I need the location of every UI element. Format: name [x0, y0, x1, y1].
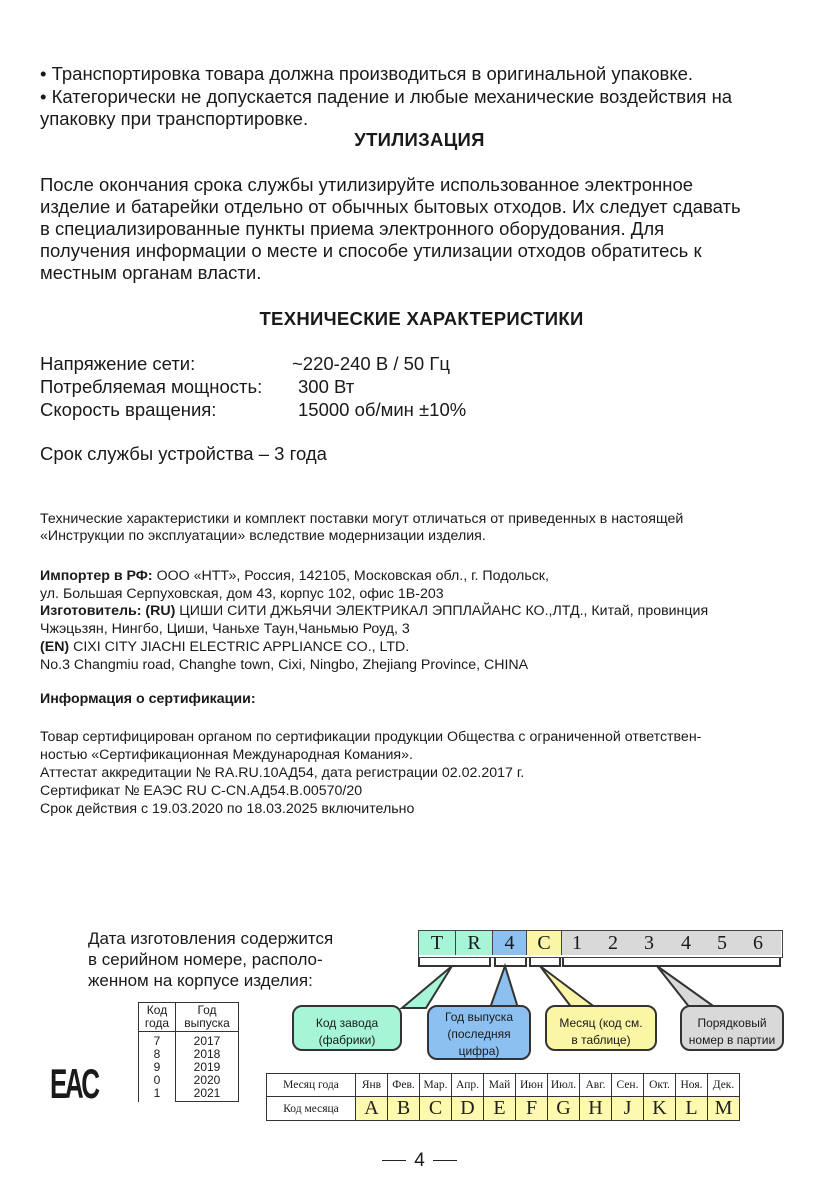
pointer-month	[540, 966, 596, 1008]
page-number-rule	[382, 1160, 406, 1161]
code-row-label: Код месяца	[267, 1097, 356, 1121]
spec-value-power: 300 Вт	[298, 376, 355, 397]
month-name: Окт.	[644, 1074, 676, 1097]
importer-text: ООО «НТТ», Россия, 142105, Московская обл., г. Подольск,	[152, 568, 549, 584]
serial-char: 2	[608, 932, 618, 954]
callout-line: в таблице)	[571, 1033, 631, 1047]
manufacturer-en-tag: (EN)	[40, 639, 70, 655]
spec-value-voltage: ~220-240 В / 50 Гц	[292, 353, 450, 374]
importer-line-2: ул. Большая Серпуховская, дом 43, корпус 102, офис 1В-203	[40, 586, 444, 602]
table-row	[267, 1097, 740, 1121]
callout-line: (фабрики)	[318, 1033, 376, 1047]
manufacturer-en-text: CIXI CITY JIACHI ELECTRIC APPLIANCE CO., LTD.	[69, 639, 410, 655]
year-code-column	[139, 1032, 176, 1102]
disposal-line: После окончания срока службы утилизируйте использованное электронное	[40, 174, 694, 195]
certification-line: Аттестат аккредитации № RA.RU.10АД54, дата регистрации 02.02.2017 г.	[40, 765, 525, 781]
table-row	[139, 1032, 239, 1102]
year-code: 1	[153, 1086, 161, 1101]
transport-line-2: • Категорически не допускается падение и любые механические воздействия на	[40, 86, 733, 107]
header-line: Код	[146, 1003, 168, 1017]
serial-char: R	[456, 931, 493, 955]
callout-factory-code	[292, 1005, 402, 1051]
month-name: Мар.	[420, 1074, 452, 1097]
callout-line: Порядковый	[697, 1016, 767, 1030]
table-row	[139, 1003, 239, 1032]
year-table-header	[176, 1003, 239, 1032]
pointer-batch	[657, 966, 716, 1008]
header-line: Год	[197, 1003, 217, 1017]
month-name: Июл.	[548, 1074, 580, 1097]
notice-line-2: «Инструкции по эксплуатации» вследствие модернизации изделия.	[40, 528, 486, 544]
month-code: A	[356, 1097, 388, 1121]
spec-label-voltage: Напряжение сети:	[40, 353, 196, 374]
serial-char: T	[419, 931, 456, 955]
pointer-factory	[402, 966, 452, 1008]
disposal-heading: УТИЛИЗАЦИЯ	[354, 129, 485, 150]
month-code: J	[612, 1097, 644, 1121]
callout-line: Год выпуска	[445, 1010, 513, 1024]
month-name: Ноя.	[676, 1074, 708, 1097]
month-code: L	[676, 1097, 708, 1121]
year-value: 2020	[193, 1073, 221, 1087]
month-code: K	[644, 1097, 676, 1121]
callout-line: Месяц (код см.	[559, 1016, 643, 1030]
manufacturer-ru-tag: (RU)	[145, 603, 176, 619]
bracket-year	[495, 958, 526, 966]
certification-line: Срок действия с 19.03.2020 по 18.03.2025 включительно	[40, 801, 415, 817]
serial-char: 1	[572, 932, 582, 954]
serial-char: 5	[717, 932, 727, 954]
pointer-year	[490, 966, 518, 1008]
year-code: 7	[153, 1034, 161, 1049]
month-code: H	[580, 1097, 612, 1121]
table-row	[267, 1074, 740, 1097]
month-name: Апр.	[452, 1074, 484, 1097]
year-value: 2018	[193, 1047, 221, 1061]
month-code: C	[420, 1097, 452, 1121]
month-code: M	[708, 1097, 740, 1121]
month-name: Сен.	[612, 1074, 644, 1097]
month-code-table	[266, 1073, 740, 1121]
month-code: F	[516, 1097, 548, 1121]
serial-intro-line: в серийном номере, располо-	[88, 950, 323, 969]
callout-year-code	[427, 1005, 531, 1060]
serial-char: C	[527, 931, 562, 955]
serial-char: 4	[493, 931, 527, 955]
disposal-line: изделие и батарейки отдельно от обычных бытовых отходов. Их следует сдавать	[40, 196, 741, 217]
callout-line: номер в партии	[688, 1033, 776, 1047]
manufacturer-ru-text: ЦИШИ СИТИ ДЖЬЯЧИ ЭЛЕКТРИКАЛ ЭППЛАЙАНС КО.,ЛТД., Китай, провинция	[175, 603, 709, 619]
year-table-header	[139, 1003, 176, 1032]
serial-intro-line: Дата изготовления содержится	[88, 929, 334, 948]
month-name: Фев.	[388, 1074, 420, 1097]
manufacturer-line-2: Чжэцьзян, Нингбо, Циши, Чаньхе Таун,Чаньмью Роуд, 3	[40, 621, 410, 637]
bracket-batch	[563, 958, 780, 966]
header-line: года	[144, 1016, 170, 1030]
callout-line: цифра)	[458, 1044, 500, 1058]
disposal-line: местным органам власти.	[40, 262, 262, 283]
manufacturer-label: Изготовитель:	[40, 603, 142, 619]
month-name: Янв	[356, 1074, 388, 1097]
year-code-table	[138, 1002, 239, 1102]
callout-month-code	[545, 1005, 657, 1051]
year-value: 2017	[193, 1034, 221, 1048]
certification-line: ностью «Сертификационная Международная Комания».	[40, 747, 413, 763]
spec-value-speed: 15000 об/мин ±10%	[298, 399, 467, 420]
page-number-value: 4	[414, 1150, 425, 1171]
notice-line-1: Технические характеристики и комплект поставки могут отличаться от приведенных в настоящей	[40, 511, 684, 527]
transport-line-3: упаковку при транспортировке.	[40, 108, 309, 129]
year-value: 2019	[193, 1060, 221, 1074]
certification-line: Товар сертифицирован органом по сертификации продукции Общества с ограниченной ответствен-	[40, 729, 702, 745]
month-code: E	[484, 1097, 516, 1121]
certification-line: Сертификат № ЕАЭС RU С-CN.АД54.В.00570/20	[40, 783, 363, 799]
serial-intro-line: женном на корпусе изделия:	[88, 971, 313, 990]
month-row-label: Месяц года	[267, 1074, 356, 1097]
eac-logo: EAC	[50, 1060, 98, 1107]
bracket-month	[530, 958, 560, 966]
disposal-line: в специализированные пункты приема электронного оборудования. Для	[40, 218, 665, 239]
header-line: выпуска	[184, 1016, 230, 1030]
year-code: 0	[153, 1073, 161, 1088]
year-value: 2021	[193, 1086, 221, 1100]
month-name: Дек.	[708, 1074, 740, 1097]
serial-char: 3	[644, 932, 654, 954]
transport-line-1: • Транспортировка товара должна производиться в оригинальной упаковке.	[40, 63, 694, 84]
serial-char: 4	[681, 932, 691, 954]
callout-batch-number	[680, 1005, 784, 1051]
bracket-factory	[419, 958, 490, 966]
month-name: Май	[484, 1074, 516, 1097]
month-code: B	[388, 1097, 420, 1121]
specs-heading: ТЕХНИЧЕСКИЕ ХАРАКТЕРИСТИКИ	[259, 308, 584, 329]
lifetime-text: Срок службы устройства – 3 года	[40, 443, 327, 464]
manufacturer-line-4: No.3 Changmiu road, Changhe town, Cixi, Ningbo, Zhejiang Province, CHINA	[40, 657, 529, 673]
year-code: 8	[153, 1047, 161, 1062]
month-code: D	[452, 1097, 484, 1121]
disposal-line: получения информации о месте и способе утилизации отходов обратитесь к	[40, 240, 702, 261]
year-code: 9	[153, 1060, 161, 1075]
year-value-column	[176, 1032, 239, 1102]
serial-char: 6	[753, 932, 763, 954]
certification-heading: Информация о сертификации:	[40, 691, 256, 707]
month-code: G	[548, 1097, 580, 1121]
month-name: Авг.	[580, 1074, 612, 1097]
callout-line: Код завода	[315, 1016, 379, 1030]
callout-line: (последняя	[447, 1027, 511, 1041]
page-number	[0, 1150, 839, 1172]
spec-label-speed: Скорость вращения:	[40, 399, 217, 420]
month-name: Июн	[516, 1074, 548, 1097]
importer-label: Импортер в РФ:	[40, 568, 153, 584]
page-number-rule	[433, 1160, 457, 1161]
spec-label-power: Потребляемая мощность:	[40, 376, 263, 397]
